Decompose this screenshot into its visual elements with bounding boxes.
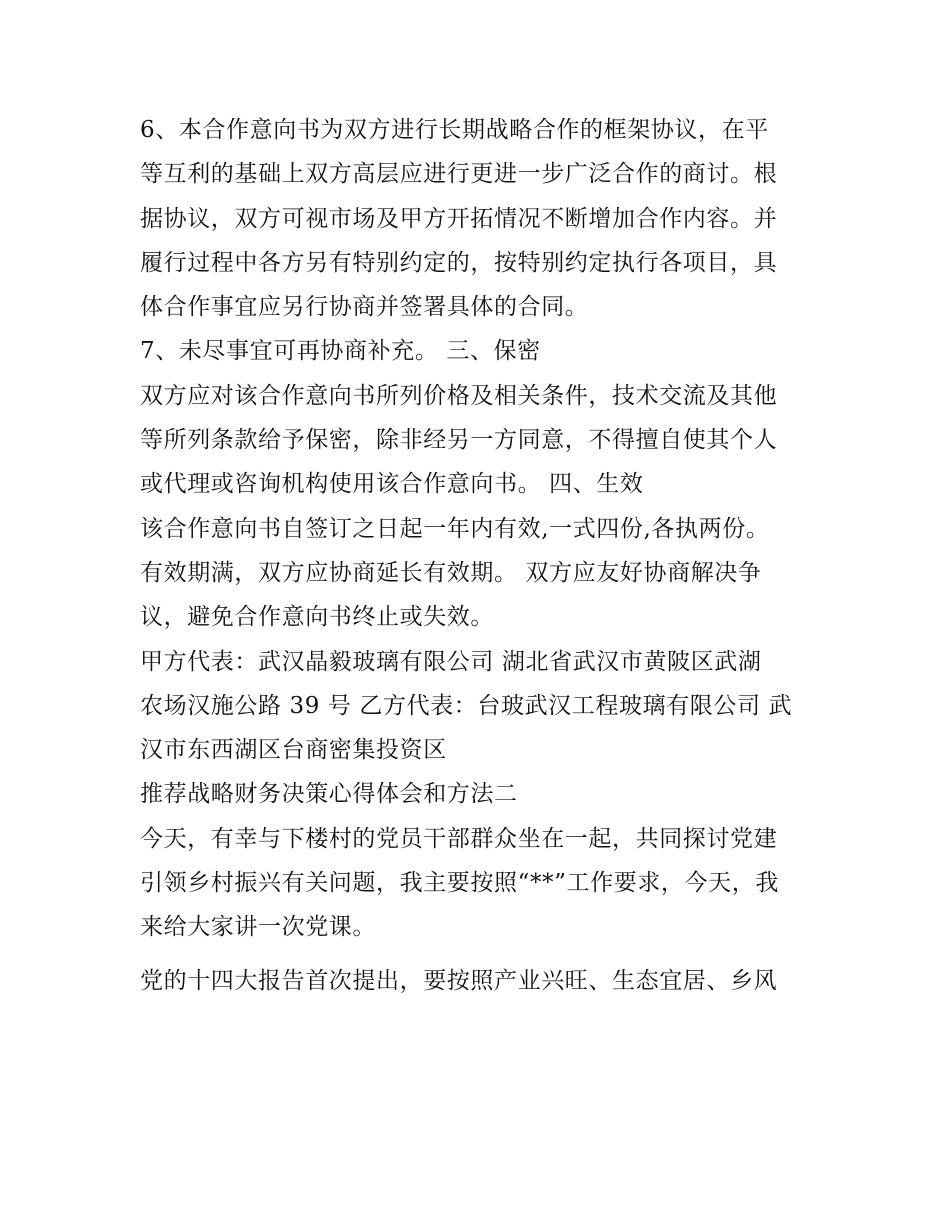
paragraph-line: 引领乡村振兴有关问题，我主要按照“**”工作要求，今天，我 xyxy=(140,870,779,897)
paragraph-gap xyxy=(140,950,820,959)
paragraph-line: 7、未尽事宜可再协商补充。 三、保密 xyxy=(140,338,541,365)
paragraph-line: 等所列条款给予保密，除非经另一方同意，不得擅自使其个人 xyxy=(140,427,778,454)
paragraph-line: 来给大家讲一次党课。 xyxy=(140,914,376,941)
paragraph-line: 今天，有幸与下楼村的党员干部群众坐在一起，共同探讨党建 xyxy=(140,825,778,852)
paragraph-line: 农场汉施公路 39 号 乙方代表：台玻武汉工程玻璃有限公司 武 xyxy=(140,692,793,719)
paragraph-line: 或代理或咨询机构使用该合作意向书。 四、生效 xyxy=(140,471,644,498)
paragraph-line: 甲方代表：武汉晶毅玻璃有限公司 湖北省武汉市黄陂区武湖 xyxy=(140,648,762,675)
paragraph-line: 据协议，双方可视市场及甲方开拓情况不断增加合作内容。并 xyxy=(140,205,778,232)
paragraph-line: 体合作事宜应另行协商并签署具体的合同。 xyxy=(140,294,589,321)
paragraph-line: 该合作意向书自签订之日起一年内有效,一式四份,各执两份。 xyxy=(140,515,770,542)
document-body xyxy=(140,108,820,1003)
paragraph-line: 履行过程中各方另有特别约定的，按特别约定执行各项目，具 xyxy=(140,249,778,276)
section-title: 推荐战略财务决策心得体会和方法二 xyxy=(140,781,518,808)
paragraph-line: 双方应对该合作意向书所列价格及相关条件，技术交流及其他 xyxy=(140,382,778,409)
paragraph-line: 汉市东西湖区台商密集投资区 xyxy=(140,737,447,764)
paragraph-line: 有效期满，双方应协商延长有效期。 双方应友好协商解决争 xyxy=(140,559,762,586)
paragraph-line: 党的十四大报告首次提出，要按照产业兴旺、生态宜居、乡风 xyxy=(140,967,778,994)
paragraph-line: 等互利的基础上双方高层应进行更进一步广泛合作的商讨。根 xyxy=(140,161,778,188)
paragraph-line: 议，避免合作意向书终止或失效。 xyxy=(140,604,494,631)
paragraph-line: 6、本合作意向书为双方进行长期战略合作的框架协议，在平 xyxy=(140,117,769,143)
